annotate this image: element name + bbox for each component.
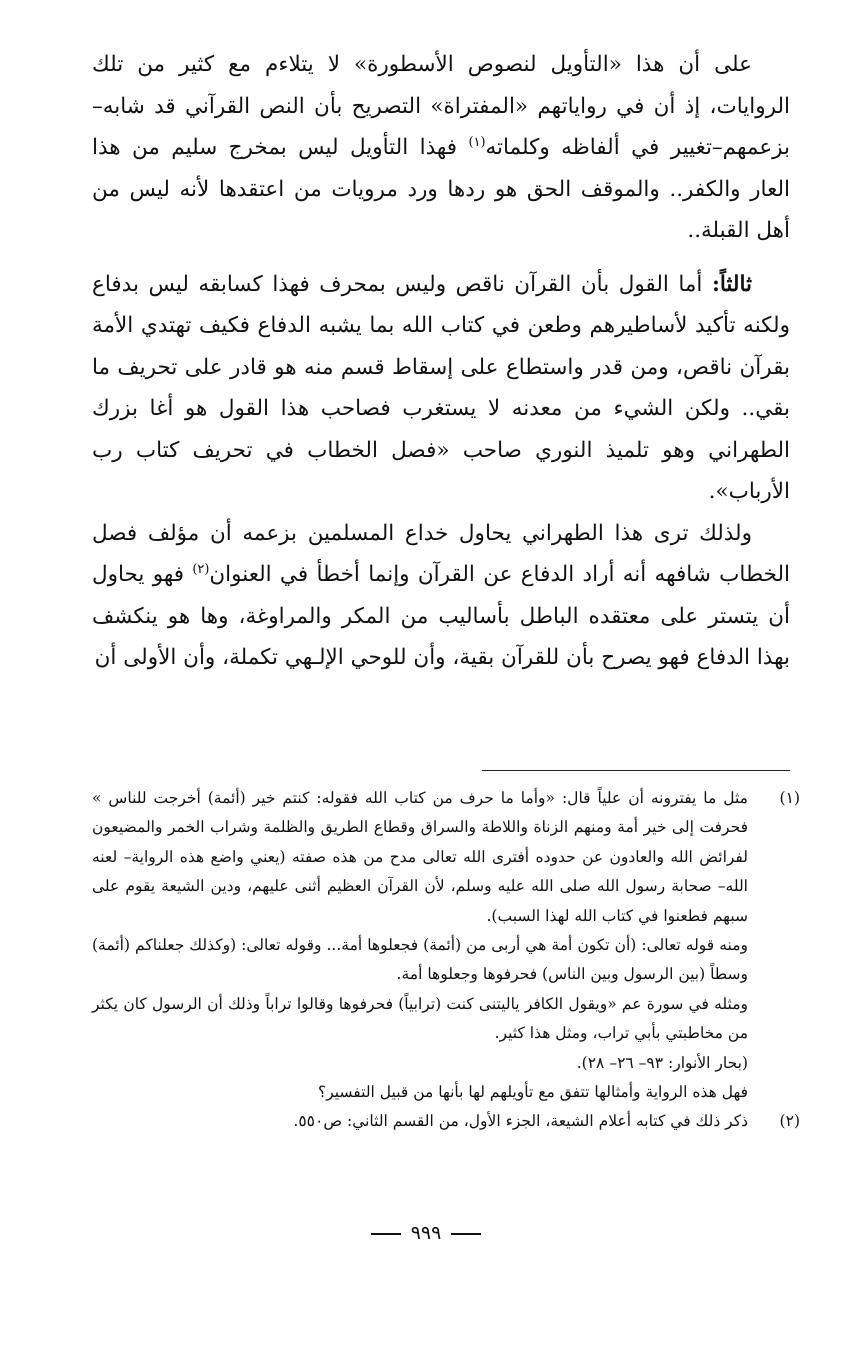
paragraph-3-end: فهو يحاول أن يتستر على معتقده الباطل بأساليب من المكر والمراوغة، وها هو ينكشف بهذا الدفاع فهو يصرح بأن للقرآن بقية، وأن للوحي الإلـهي تكملة، وأن الأولى أن <box>92 562 790 670</box>
footnote-2 <box>92 1107 800 1136</box>
footnote-2-body <box>92 1107 748 1136</box>
main-text <box>92 44 790 679</box>
page-number <box>0 1222 852 1244</box>
paragraph-2 <box>92 264 790 513</box>
paragraph-3 <box>92 513 790 679</box>
footnotes <box>92 784 800 1137</box>
paragraph-1 <box>92 44 790 252</box>
footnote-1-line: ومثله في سورة عم «ويقول الكافر ياليتنى كنت (ترابياً) فحرفوها وقالوا تراباً وذلك أن الرسول كان يكثر من مخاطبتي بأبي تراب، ومثل هذا كثير. <box>92 994 748 1043</box>
footnote-1 <box>92 784 800 1107</box>
footnote-1-line: (بحار الأنوار: ٩٣– ٢٦– ٢٨). <box>576 1053 748 1072</box>
paragraph-1-end: فهذا التأويل ليس بمخرج سليم من هذا العار والكفر.. والموقف الحق هو ردها ورد مرويات من اعتقدها لأنه ليس من أهل القبلة.. <box>92 135 790 243</box>
paragraph-2-text: أما القول بأن القرآن ناقص وليس بمحرف فهذا كسابقه ليس بدفاع ولكنه تأكيد لأساطيرهم وطعن في كتاب الله بما يشبه الدفاع فكيف تهتدي الأمة بقرآن ناقص، ومن قدر واستطاع على إسقاط قسم منه هو قادر على تحريف ما بقي.. ولكن الشيء من معدنه لا يستغرب فصاحب هذا القول هو أغا بزرك الطهراني وهو تلميذ النوري صاحب «فصل الخطاب في تحريف كتاب رب الأرباب». <box>92 271 790 504</box>
footnote-1-line: مثل ما يفترونه أن علياً قال: «وأما ما حرف من كتاب الله فقوله: كنتم خير (أئمة) أخرجت للناس » فحرفت إلى خير أمة ومنهم الزناة واللاطة والسراق وقطاع الطريق والظلمة وشراب الخمر والمضيعون لفرائض الله والعادون عن حدوده أفترى الله تعالى مدح من هذه صفته (يعني واضع هذه الرواية– لعنه الله– صحابة رسول الله صلى الله عليه وسلم، لأن القرآن العظيم أثنى عليهم، ودين الشيعة يقوم على سبهم فطعنوا في كتاب الله لهذا السبب). <box>92 789 748 925</box>
paragraph-3-text: ولذلك ترى هذا الطهراني يحاول خداع المسلمين بزعمه أن مؤلف فصل الخطاب شافهه أنه أراد الدفاع عن القرآن وإنما أخطأ في العنوان <box>92 520 790 587</box>
footnote-ref-2: (٢) <box>192 561 210 577</box>
footnote-2-number: (٢) <box>779 1112 800 1131</box>
page-number-dash <box>451 1233 481 1235</box>
footnote-1-body <box>92 784 748 1107</box>
footnote-2-line: ذكر ذلك في كتابه أعلام الشيعة، الجزء الأول، من القسم الثاني: ص٥٥٠. <box>293 1112 748 1131</box>
paragraph-2-lead: ثالثاً: <box>711 271 752 297</box>
footnote-ref-1: (١) <box>468 134 486 150</box>
footnote-1-number: (١) <box>779 789 800 807</box>
footnote-1-line: ومنه قوله تعالى: (أن تكون أمة هي أربى من (أئمة) فجعلوها أمة... وقوله تعالى: (وكذلك جعلناكم (أئمة) وسطاً (بين الرسول وبين الناس) فحرفوها وجعلوها أمة. <box>92 936 748 984</box>
footnote-divider <box>482 770 790 771</box>
footnote-1-line: فهل هذه الرواية وأمثالها تتفق مع تأويلهم لها بأنها من قبيل التفسير؟ <box>318 1083 748 1102</box>
page-number-dash <box>371 1233 401 1235</box>
page-number-value: ٩٩٩ <box>410 1222 442 1244</box>
paragraph-1-text: على أن هذا «التأويل لنصوص الأسطورة» لا يتلاءم مع كثير من تلك الروايات، إذ أن في رواياتهم «المفتراة» التصريح بأن النص القرآني قد شابه–بزعمهم–تغيير في ألفاظه وكلماته <box>92 52 790 160</box>
